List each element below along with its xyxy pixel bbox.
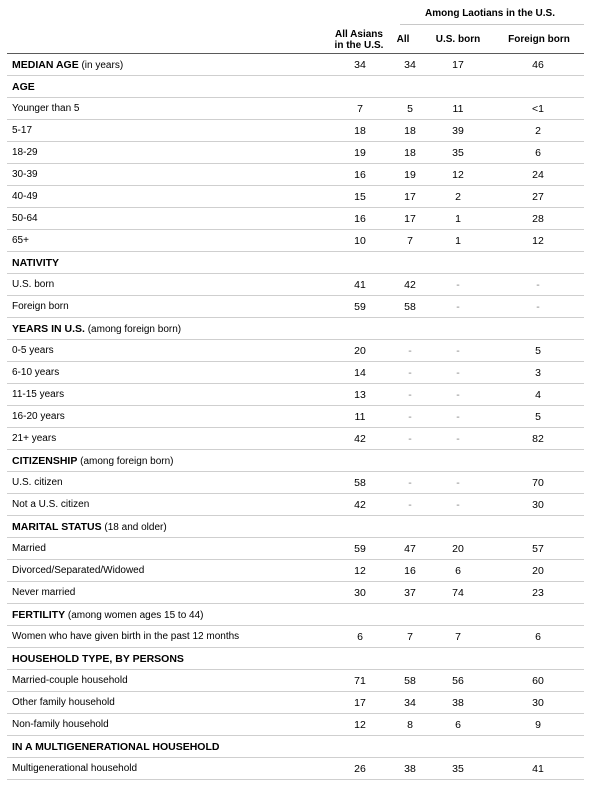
cell-us-born: - — [456, 477, 460, 489]
cell-all-asians: 10 — [354, 235, 366, 247]
row-label-text: YEARS IN U.S. — [12, 323, 85, 335]
row-label-text: Foreign born — [12, 301, 69, 312]
cell-foreign-born: 5 — [535, 411, 541, 423]
cell-foreign-born: 46 — [532, 59, 544, 71]
cell-us-born: 35 — [452, 763, 464, 775]
header-group-label: Among Laotians in the U.S. — [424, 8, 555, 19]
row-label-text: Other family household — [12, 697, 115, 708]
cell-foreign-born: 9 — [535, 719, 541, 731]
row-label-qualifier: (among foreign born) — [84, 324, 182, 335]
cell-all-asians: 59 — [354, 301, 366, 313]
cell-foreign-born: 24 — [532, 169, 544, 181]
row-label-text: CITIZENSHIP — [12, 455, 78, 467]
cell-foreign-born: 27 — [532, 191, 544, 203]
section-label — [12, 318, 181, 341]
cell-all: 8 — [407, 719, 413, 731]
row-label-text: NATIVITY — [12, 257, 60, 269]
row-label-text: Multigenerational household — [12, 763, 138, 774]
cell-all-asians: 12 — [354, 565, 366, 577]
cell-all-asians: 26 — [354, 763, 366, 775]
cell-foreign-born: 41 — [532, 763, 544, 775]
cell-foreign-born: 3 — [535, 367, 541, 379]
row-label — [12, 670, 128, 692]
cell-all: - — [408, 433, 412, 445]
cell-us-born: 20 — [452, 543, 464, 555]
cell-us-born: 1 — [455, 235, 461, 247]
row-label — [12, 758, 137, 780]
cell-all: 7 — [407, 235, 413, 247]
table-row — [7, 428, 584, 450]
cell-foreign-born: <1 — [532, 103, 544, 115]
cell-all: 17 — [404, 213, 416, 225]
row-label — [12, 494, 89, 516]
row-label — [12, 208, 38, 230]
cell-all-asians: 16 — [354, 213, 366, 225]
row-label — [12, 186, 38, 208]
row-label-text: Women who have given birth in the past 12 months — [12, 631, 240, 642]
row-label-text: AGE — [12, 81, 35, 93]
row-label-text: Younger than 5 — [12, 103, 80, 114]
section-label — [12, 604, 204, 627]
table-row — [7, 54, 584, 76]
row-label — [12, 406, 65, 428]
row-label-text: 18-29 — [12, 147, 38, 158]
row-label-text: Married-couple household — [12, 675, 128, 686]
cell-us-born: 35 — [452, 147, 464, 159]
row-label-text: 65+ — [12, 235, 29, 246]
cell-us-born: - — [456, 389, 460, 401]
cell-us-born: - — [456, 367, 460, 379]
cell-us-born: 7 — [455, 631, 461, 643]
cell-us-born: - — [456, 499, 460, 511]
table-row — [7, 472, 584, 494]
cell-us-born: 6 — [455, 565, 461, 577]
section-header-row — [7, 252, 584, 274]
cell-all-asians: 13 — [354, 389, 366, 401]
cell-all-asians: 6 — [357, 631, 363, 643]
row-label — [12, 472, 63, 494]
row-label — [12, 714, 109, 736]
cell-foreign-born: 12 — [532, 235, 544, 247]
row-label-qualifier: (18 and older) — [101, 522, 167, 533]
cell-foreign-born: 6 — [535, 147, 541, 159]
section-header-row — [7, 736, 584, 758]
row-label-text: HOUSEHOLD TYPE, BY PERSONS — [12, 653, 184, 665]
cell-all: 42 — [404, 279, 416, 291]
section-label — [12, 252, 59, 274]
row-label-text: MEDIAN AGE — [12, 59, 79, 71]
row-label — [12, 384, 64, 406]
col-header-us-born: U.S. born — [435, 34, 481, 45]
cell-foreign-born: 20 — [532, 565, 544, 577]
row-label-text: FERTILITY — [12, 609, 66, 621]
cell-all-asians: 42 — [354, 499, 366, 511]
cell-all: 34 — [404, 697, 416, 709]
table-row — [7, 714, 584, 736]
section-header-row — [7, 604, 584, 626]
table-row — [7, 274, 584, 296]
cell-all: 16 — [404, 565, 416, 577]
cell-all-asians: 20 — [354, 345, 366, 357]
cell-all: 18 — [404, 147, 416, 159]
cell-us-born: - — [456, 433, 460, 445]
cell-all: 37 — [404, 587, 416, 599]
table-body — [7, 54, 584, 780]
row-label-text: Divorced/Separated/Widowed — [12, 565, 145, 576]
section-label — [12, 76, 35, 98]
cell-all-asians: 16 — [354, 169, 366, 181]
cell-all-asians: 7 — [357, 103, 363, 115]
cell-foreign-born: - — [536, 301, 540, 313]
col-header-foreign-born: Foreign born — [508, 34, 570, 45]
table-row — [7, 340, 584, 362]
cell-all-asians: 34 — [354, 59, 366, 71]
section-header-row — [7, 318, 584, 340]
row-label-text: 5-17 — [12, 125, 33, 136]
table-row — [7, 758, 584, 780]
cell-us-born: - — [456, 411, 460, 423]
cell-us-born: 6 — [455, 719, 461, 731]
row-label-qualifier: (among women ages 15 to 44) — [65, 610, 204, 621]
table-row — [7, 186, 584, 208]
table-row — [7, 538, 584, 560]
cell-us-born: 1 — [455, 213, 461, 225]
row-label-text: 16-20 years — [12, 411, 65, 422]
cell-foreign-born: 2 — [535, 125, 541, 137]
cell-us-born: - — [456, 301, 460, 313]
table-row — [7, 164, 584, 186]
row-label — [12, 142, 38, 164]
row-label-text: MARITAL STATUS — [12, 521, 102, 533]
row-label-text: 21+ years — [12, 433, 57, 444]
cell-all-asians: 11 — [354, 411, 366, 423]
section-header-row — [7, 648, 584, 670]
cell-all-asians: 59 — [354, 543, 366, 555]
cell-all-asians: 12 — [354, 719, 366, 731]
cell-foreign-born: 30 — [532, 499, 544, 511]
table-row — [7, 406, 584, 428]
row-label — [12, 692, 115, 714]
cell-all-asians: 15 — [354, 191, 366, 203]
cell-all: 5 — [407, 103, 413, 115]
row-label-text: 11-15 years — [12, 389, 65, 400]
cell-all-asians: 58 — [354, 477, 366, 489]
row-label-text: 30-39 — [12, 169, 38, 180]
table-row — [7, 692, 584, 714]
cell-foreign-born: 4 — [535, 389, 541, 401]
cell-all-asians: 18 — [354, 125, 366, 137]
row-label — [12, 164, 38, 186]
cell-foreign-born: 60 — [532, 675, 544, 687]
cell-all-asians: 14 — [354, 367, 366, 379]
cell-foreign-born: - — [536, 279, 540, 291]
section-label — [12, 516, 167, 539]
cell-all: - — [408, 411, 412, 423]
table-row — [7, 384, 584, 406]
cell-us-born: 74 — [452, 587, 464, 599]
cell-us-born: 12 — [452, 169, 464, 181]
row-label — [12, 582, 75, 604]
cell-foreign-born: 28 — [532, 213, 544, 225]
cell-all-asians: 71 — [354, 675, 366, 687]
table-row — [7, 582, 584, 604]
cell-all: 38 — [404, 763, 416, 775]
table-row — [7, 560, 584, 582]
row-label-text: 0-5 years — [12, 345, 54, 356]
table-row — [7, 98, 584, 120]
cell-us-born: 2 — [455, 191, 461, 203]
cell-all: 19 — [404, 169, 416, 181]
row-label-text: U.S. born — [12, 279, 55, 290]
section-header-row — [7, 450, 584, 472]
table-row — [7, 494, 584, 516]
cell-foreign-born: 6 — [535, 631, 541, 643]
col-header-all-asians: All Asians in the U.S. — [334, 29, 384, 51]
table-row — [7, 208, 584, 230]
cell-all: - — [408, 389, 412, 401]
cell-foreign-born: 30 — [532, 697, 544, 709]
cell-all: 47 — [404, 543, 416, 555]
cell-foreign-born: 70 — [532, 477, 544, 489]
row-label-text: 50-64 — [12, 213, 38, 224]
table-row — [7, 230, 584, 252]
row-label — [12, 340, 54, 362]
row-label-text: Non-family household — [12, 719, 109, 730]
table-row — [7, 120, 584, 142]
cell-us-born: - — [456, 279, 460, 291]
cell-all: 58 — [404, 301, 416, 313]
section-label — [12, 648, 184, 670]
header-group-underline — [400, 24, 584, 25]
cell-us-born: - — [456, 345, 460, 357]
cell-all: 17 — [404, 191, 416, 203]
section-label — [12, 450, 174, 473]
cell-all: 18 — [404, 125, 416, 137]
cell-all-asians: 30 — [354, 587, 366, 599]
row-label — [12, 538, 46, 560]
cell-all-asians: 42 — [354, 433, 366, 445]
row-label — [12, 626, 239, 648]
row-label — [12, 120, 32, 142]
row-label — [12, 230, 29, 252]
table-row — [7, 142, 584, 164]
row-label — [12, 98, 79, 120]
cell-all: 34 — [404, 59, 416, 71]
section-label — [12, 736, 219, 758]
cell-foreign-born: 23 — [532, 587, 544, 599]
row-label-text: Not a U.S. citizen — [12, 499, 90, 510]
row-label-text: U.S. citizen — [12, 477, 63, 488]
row-label — [12, 54, 123, 77]
row-label — [12, 296, 69, 318]
row-label-qualifier: (among foreign born) — [77, 456, 174, 467]
cell-us-born: 11 — [452, 103, 464, 115]
cell-us-born: 17 — [452, 59, 464, 71]
cell-foreign-born: 5 — [535, 345, 541, 357]
cell-foreign-born: 57 — [532, 543, 544, 555]
row-label-qualifier: (in years) — [78, 60, 124, 71]
row-label-text: Never married — [12, 587, 76, 598]
row-label — [12, 362, 59, 384]
cell-all-asians: 17 — [354, 697, 366, 709]
col-header-all: All — [396, 34, 410, 45]
cell-us-born: 38 — [452, 697, 464, 709]
cell-all: 58 — [404, 675, 416, 687]
cell-all-asians: 19 — [354, 147, 366, 159]
table-row — [7, 626, 584, 648]
row-label-text: 6-10 years — [12, 367, 60, 378]
cell-foreign-born: 82 — [532, 433, 544, 445]
row-label-text: 40-49 — [12, 191, 38, 202]
row-label — [12, 428, 56, 450]
table-row — [7, 362, 584, 384]
cell-all: - — [408, 499, 412, 511]
table-row — [7, 296, 584, 318]
cell-all-asians: 41 — [354, 279, 366, 291]
section-header-row — [7, 516, 584, 538]
cell-us-born: 56 — [452, 675, 464, 687]
row-label — [12, 274, 54, 296]
cell-all: - — [408, 367, 412, 379]
row-label — [12, 560, 144, 582]
cell-us-born: 39 — [452, 125, 464, 137]
cell-all: - — [408, 345, 412, 357]
cell-all: - — [408, 477, 412, 489]
table-row — [7, 670, 584, 692]
row-label-text: IN A MULTIGENERATIONAL HOUSEHOLD — [12, 741, 220, 753]
cell-all: 7 — [407, 631, 413, 643]
row-label-text: Married — [12, 543, 46, 554]
section-header-row — [7, 76, 584, 98]
